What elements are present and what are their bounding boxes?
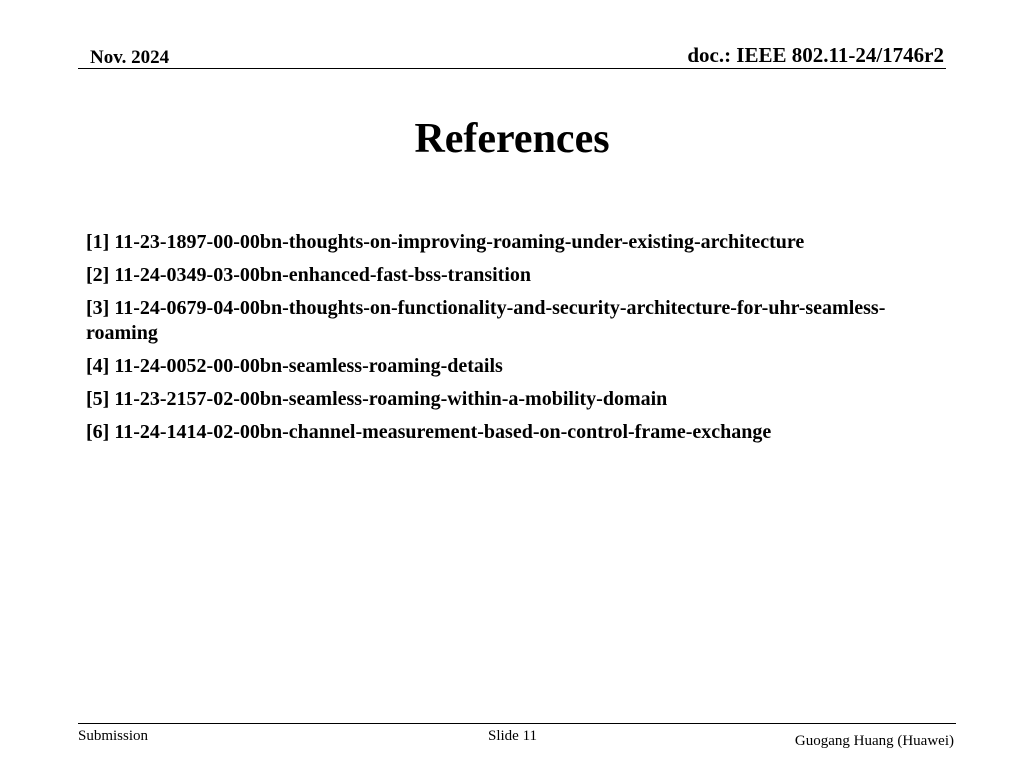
header-date: Nov. 2024: [90, 47, 170, 68]
slide-title: References: [414, 116, 610, 162]
reference-item: [6] 11-24-1414-02-00bn-channel-measurement-based-on-control-frame-exchange: [86, 421, 772, 443]
reference-list: [86, 230, 936, 453]
reference-item: [2] 11-24-0349-03-00bn-enhanced-fast-bss-transition: [86, 264, 531, 286]
reference-item: [5] 11-23-2157-02-00bn-seamless-roaming-within-a-mobility-domain: [86, 388, 668, 410]
document-id: doc.: IEEE 802.11-24/1746r2: [687, 43, 944, 67]
footer-divider: [78, 723, 956, 724]
reference-item: [3] 11-24-0679-04-00bn-thoughts-on-functionality-and-security-architecture-for-uhr-seamless-roaming: [86, 297, 886, 344]
slide-number: Slide 11: [488, 728, 538, 744]
footer-author: Guogang Huang (Huawei): [794, 733, 954, 749]
header-divider: [78, 68, 946, 69]
footer-submission: Submission: [78, 728, 149, 744]
reference-item: [4] 11-24-0052-00-00bn-seamless-roaming-details: [86, 355, 503, 377]
reference-item: [1] 11-23-1897-00-00bn-thoughts-on-improving-roaming-under-existing-architecture: [86, 231, 805, 253]
